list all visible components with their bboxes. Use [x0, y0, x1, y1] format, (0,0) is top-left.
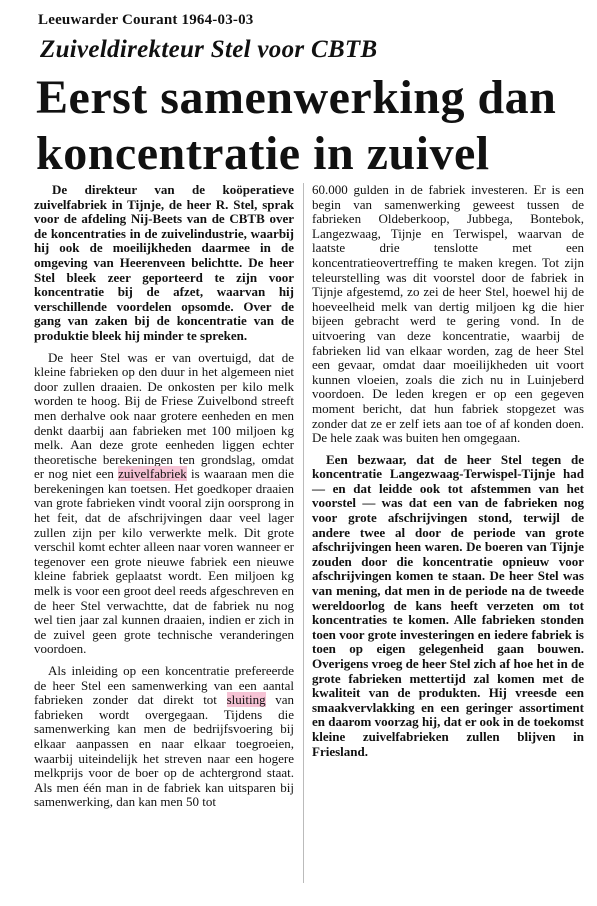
paragraph-text: Als inleiding op een koncentratie prefereerde de heer Stel een samenwerking van een aantal fabrieken zonder dat direkt tot: [34, 663, 294, 708]
column-divider: [303, 183, 304, 883]
article-paragraph-bold: Een bezwaar, dat de heer Stel tegen de koncentratie Langezwaag-Terwispel-Tijnje had — en dat leidde ook tot afstemmen van het voorstel — was dat een van de fabrieken nog voor grote afschrijvingen stond, terwijl de andere twee al door de periode van grote afschrijvingen heen waren. De boeren van Tijnje zouden door die koncentratie opnieuw voor afschrijvingen komen te staan. De heer Stel was van mening, dat men in de periode na de tweede wereldoorlog de kans heeft verzeten om tot koncentraties te komen. Alle fabrieken stonden toen voor grote investeringen en iedere fabriek is toen op eigen gelegenheid gaan bouwen. Overigens vroeg de heer Stel zich af hoe het in de grote fabrieken mettertijd zal komen met de kwaliteit van de produkten. Hij vreesde een smaakvervlakking en een geringer assortiment en daarom voorzag hij, dat er ook in de toekomst kleine zuivelfabrieken zullen blijven in Friesland.: [312, 451, 584, 759]
article-paragraph: 60.000 gulden in de fabriek investeren. Er is een begin van samenwerking geweest tussen de fabrieken Oldeberkoop, Jubbega, Bontebok, Langezwaag, Tijnje en Terwispel, waarvan de laatste drie tenslotte met een koncentratieovertreffing te maken kregen. Tot zijn teleurstelling was dit voorstel door de fabriek in Tijnje afgestemd, zo zei de heer Stel, hoewel hij de hoeveelheid melk van dertig miljoen kg die hier bijeen gebracht werd te gering vond. In de uitvoering van deze koncentratie, waarbij de fabrieken lid van elkaar worden, zag de heer Stel een gevaar, omdat daar moeilijkheden uit voort kunnen vloeien, zoals die zich nu in Luinjeberd voordoen. De leden kregen er op een gegeven moment bericht, dat hun fabriek stopgezet was zonder dat ze er zelf iets aan toe of af konden doen. De hele zaak was buiten hen omgegaan.: [312, 182, 584, 446]
newspaper-source-date: Leeuwarder Courant 1964-03-03: [38, 12, 254, 28]
article-intro-paragraph: De direkteur van de koöperatieve zuivelfabriek in Tijnje, de heer R. Stel, sprak voor de afdeling Nij-Beets van de CBTB over de koncentraties in de zuivelindustrie, waarbij hij ook de moeilijkheden daarmee in de omgeving van Heerenveen belichtte. De heer Stel bleek zeer geporteerd te zijn voor koncentratie bij de afzet, waarvan hij verschillende voordelen opsomde. Over de gang van zaken bij de koncentratie van de produktie bleek hij minder te spreken.: [34, 182, 294, 343]
paragraph-text: is waaraan men die berekeningen kan toetsen. Het goedkoper draaien van grote fabrieken vindt vooral zijn oorsprong in het feit, dat de afschrijvingen daar veel lager zullen zijn per kilo verwerkte melk. Dit grote verschil komt echter alleen naar voren wanneer er tegenover een grote nieuwe fabriek een nieuwe kleine fabriek geplaatst wordt. Een miljoen kg melk is voor een groot deel reeds afgeschreven en de heer Stel verwachtte, dat de fabriek nu nog wel tien jaar zal kunnen draaien, indien er zich in de zuivel geen grote technische veranderingen voordoen.: [34, 466, 294, 657]
article-kicker: Zuiveldirekteur Stel voor CBTB: [40, 36, 378, 63]
article-paragraph: [34, 351, 294, 657]
highlighted-term: zuivelfabriek: [118, 466, 187, 482]
article-paragraph: [34, 664, 294, 810]
paragraph-text: De heer Stel was er van overtuigd, dat de kleine fabrieken op den duur in het algemeen niet door zullen draaien. De onkosten per kilo melk worden te hoog. Bij de Friese Zuivelbond streeft men derhalve ook naar grotere eenheden en men denkt daarbij aan fabrieken met 100 miljoen kg melk. Aan deze grote eenheden liggen echter theoretische berekeningen ten grondslag, omdat er nog niet een: [34, 349, 294, 482]
article-column-right: [312, 183, 584, 759]
paragraph-text: van fabrieken wordt overgegaan. Tijdens die samenwerking kan men de bedrijfsvoering bij elkaar aanpassen en naar elkaar toegroeien, waarbij uiteindelijk het streven naar een hogere melkprijs voor de boer op de achtergrond staat. Als men één man in de fabriek kan uitsparen bij samenwerking, dan kan men 50 tot: [34, 692, 294, 810]
article-headline: Eerst samenwerking dan koncentratie in zuivel: [36, 71, 557, 180]
article-column-left: [34, 183, 294, 810]
highlighted-term: sluiting: [226, 692, 266, 708]
